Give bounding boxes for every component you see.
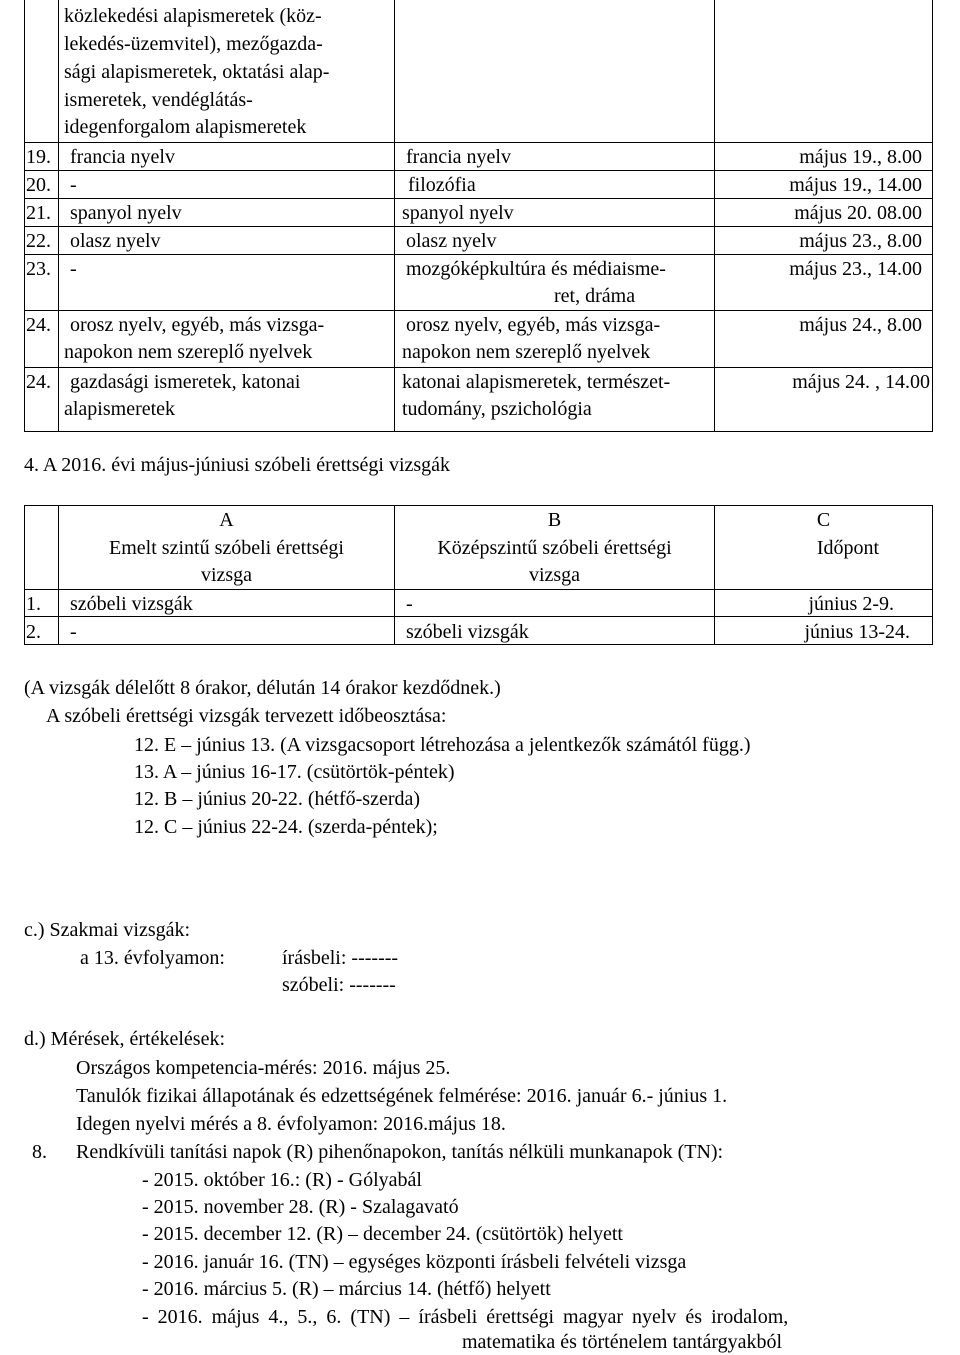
section-d-title: d.) Mérések, értékelések: [24,1028,226,1050]
column-header-b: Középszintű szóbeli érettségi [437,537,672,559]
text-line: sági alapismeretek, oktatási alap- [64,61,330,83]
column-header-a: Emelt szintű szóbeli érettségi [109,537,344,559]
exam-date: május 24. , 14.00 [792,371,930,393]
exam-advanced: orosz nyelv, egyéb, más vizsga- [70,314,325,336]
column-header-c: Időpont [816,537,880,559]
row-number: 24. [26,314,51,336]
table1-row-line [24,254,933,255]
special-day-item: - 2016. január 16. (TN) – egységes központi írásbeli felvételi vizsga [142,1251,687,1273]
table2-top-line [24,505,933,506]
row-number: 1. [26,593,41,615]
oral-exam: szóbeli: ------- [282,974,396,996]
text-line: lekedés-üzemvitel), mezőgazda- [64,33,323,55]
table1-bottom-line [24,431,933,432]
special-day-item: - 2015. november 28. (R) - Szalagavató [142,1196,459,1218]
column-header-a-cont: vizsga [200,564,253,586]
column-header-b-cont: vizsga [528,564,581,586]
table1-row-line [24,198,933,199]
column-letter-a: A [219,509,234,531]
exam-standard-cont: ret, dráma [554,285,636,307]
exam-advanced: olasz nyelv [70,230,161,252]
table2-bottom-line [24,644,933,645]
exam-date: május 23., 14.00 [789,258,922,280]
row-number: 24. [26,371,51,393]
table2-border-left [24,505,25,645]
exam-date: május 19., 8.00 [799,146,922,168]
table1-row-line [24,142,933,143]
exam-standard: katonai alapismeretek, természet- [402,371,671,393]
section-c-title: c.) Szakmai vizsgák: [24,919,191,941]
table2-border-right [932,505,933,645]
exam-advanced: - [70,174,77,196]
oral-standard: szóbeli vizsgák [406,621,529,643]
schedule-title: A szóbeli érettségi vizsgák tervezett időbeosztása: [46,705,447,727]
section-8-title: Rendkívüli tanítási napok (R) pihenőnapokon, tanítás nélküli munkanapok (TN): [76,1141,724,1163]
exam-standard: francia nyelv [406,146,511,168]
row-number: 22. [26,230,51,252]
special-day-item-cont: matematika és történelem tantárgyakból [462,1331,783,1353]
exam-standard: filozófia [408,174,476,196]
written-exam: írásbeli: ------- [282,947,399,969]
oral-standard: - [406,593,413,615]
exam-standard: orosz nyelv, egyéb, más vizsga- [406,314,661,336]
exam-standard: spanyol nyelv [402,202,514,224]
section-8-number: 8. [32,1141,47,1163]
exam-advanced: - [70,258,77,280]
special-day-item: - 2016. május 4., 5., 6. (TN) – írásbeli érettségi magyar nyelv és irodalom, [142,1306,789,1328]
exam-standard-cont: napokon nem szereplő nyelvek [402,341,651,363]
special-day-item: - 2015. október 16.: (R) - Gólyabál [142,1169,422,1191]
table1-row-line [24,170,933,171]
oral-advanced: szóbeli vizsgák [70,593,193,615]
exam-standard: mozgóképkultúra és médiaisme- [406,258,666,280]
special-day-item: - 2015. december 12. (R) – december 24. (csütörtök) helyett [142,1223,623,1245]
exam-standard-cont: tudomány, pszichológia [402,398,592,420]
exam-advanced-cont: alapismeretek [64,398,176,420]
row-number: 19. [26,146,51,168]
exam-date: május 19., 14.00 [789,174,922,196]
schedule-item: 13. A – június 16-17. (csütörtök-péntek) [134,761,455,783]
table2-header-line [24,589,933,590]
grade-label: a 13. évfolyamon: [80,947,225,969]
text-line: idegenforgalom alapismeretek [64,116,307,138]
measurement-item: Idegen nyelvi mérés a 8. évfolyamon: 2016.május 18. [76,1113,506,1135]
row-number: 20. [26,174,51,196]
column-letter-b: B [547,509,562,531]
table1-row-line [24,367,933,368]
section-4-title: 4. A 2016. évi május-júniusi szóbeli érettségi vizsgák [24,454,451,476]
oral-date: június 13-24. [804,621,910,643]
schedule-item: 12. C – június 22-24. (szerda-péntek); [134,816,438,838]
row-number: 23. [26,258,51,280]
exam-date: május 20. 08.00 [794,202,922,224]
schedule-item: 12. E – június 13. (A vizsgacsoport létrehozása a jelentkezők számától függ.) [134,734,751,756]
exam-advanced: spanyol nyelv [70,202,182,224]
table2-row-line [24,616,933,617]
column-letter-c: C [816,509,831,531]
special-day-item: - 2016. március 5. (R) – március 14. (hétfő) helyett [142,1278,551,1300]
table1-row-line [24,310,933,311]
schedule-item: 12. B – június 20-22. (hétfő-szerda) [134,788,421,810]
oral-date: június 2-9. [808,593,894,615]
text-line: ismeretek, vendéglátás- [64,89,253,111]
row-number: 2. [26,621,41,643]
exam-advanced: francia nyelv [70,146,175,168]
exam-date: május 24., 8.00 [799,314,922,336]
exam-advanced: gazdasági ismeretek, katonai [70,371,301,393]
row-number: 21. [26,202,51,224]
text-line: közlekedési alapismeretek (köz- [64,5,322,27]
oral-advanced: - [70,621,77,643]
table1-row-line [24,226,933,227]
exam-advanced-cont: napokon nem szereplő nyelvek [64,341,313,363]
measurement-item: Tanulók fizikai állapotának és edzettségének felmérése: 2016. január 6.- június 1. [76,1085,728,1107]
exam-standard: olasz nyelv [406,230,497,252]
exam-date: május 23., 8.00 [799,230,922,252]
measurement-item: Országos kompetencia-mérés: 2016. május 25. [76,1057,451,1079]
exam-times-note: (A vizsgák délelőtt 8 órakor, délután 14 órakor kezdődnek.) [24,677,501,699]
